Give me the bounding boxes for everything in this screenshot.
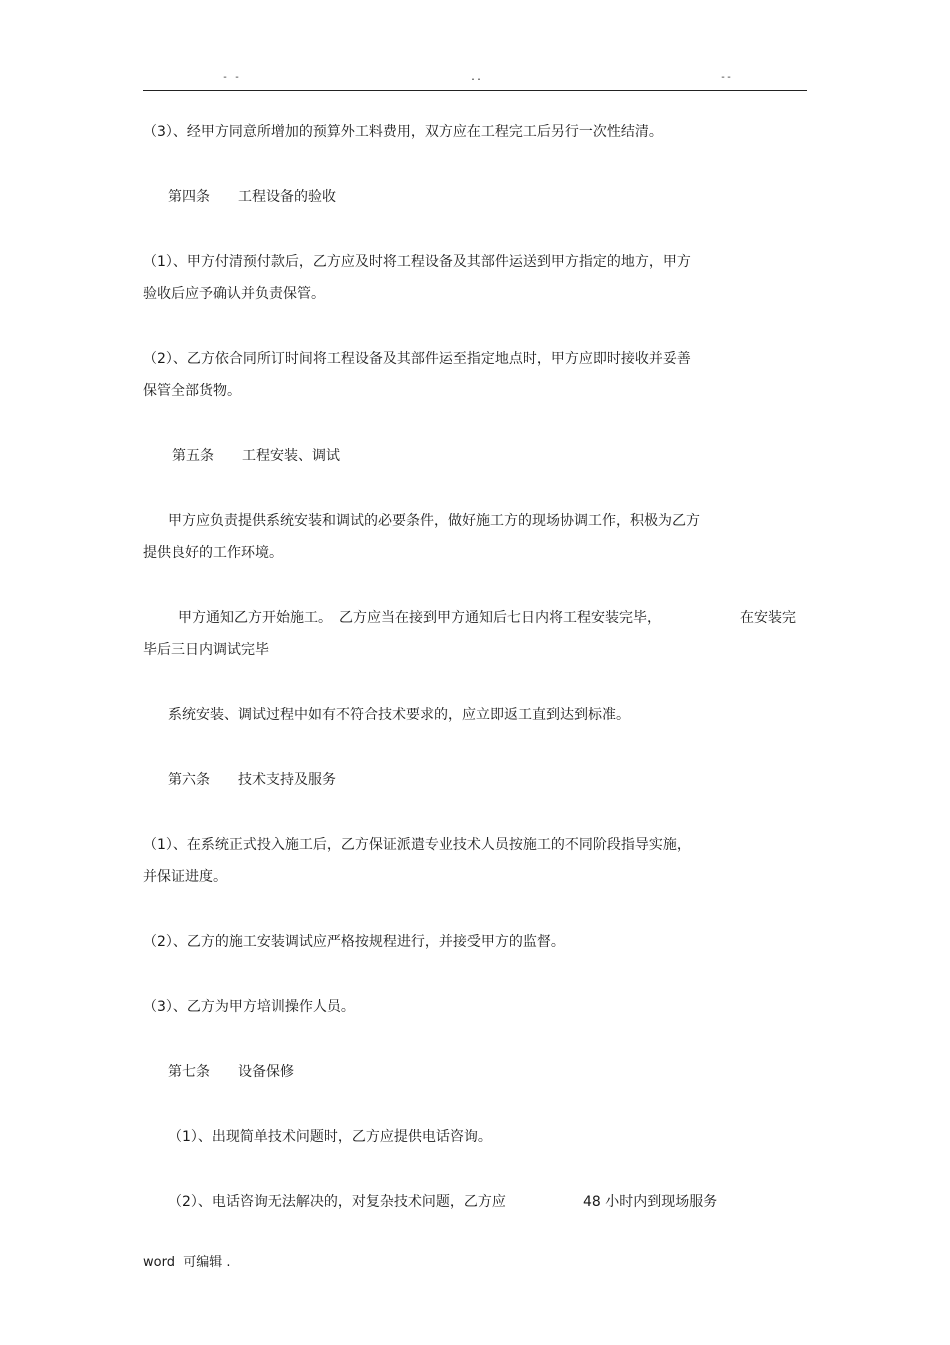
- clause-7-2: （2）、电话咨询无法解决的，对复杂技术问题，乙方应: [168, 1194, 506, 1210]
- clause-7-1: （1）、出现简单技术问题时，乙方应提供电话咨询。: [168, 1129, 492, 1145]
- clause-6-1-line1: （1）、在系统正式投入施工后，乙方保证派遣专业技术人员按施工的不同阶段指导实施，: [143, 837, 691, 853]
- clause-6-2: （2）、乙方的施工安装调试应严格按规程进行，并接受甲方的监督。: [143, 934, 565, 950]
- clause-6-3: （3）、乙方为甲方培训操作人员。: [143, 999, 355, 1015]
- clause-6-1-line2: 并保证进度。: [143, 869, 227, 885]
- article-6-heading: 第六条 技术支持及服务: [168, 772, 336, 788]
- clause-3-3: （3）、经甲方同意所增加的预算外工料费用，双方应在工程完工后另行一次性结清。: [143, 124, 663, 140]
- article-7-heading: 第七条 设备保修: [168, 1064, 294, 1080]
- para-5-1-line1: 甲方应负责提供系统安装和调试的必要条件，做好施工方的现场协调工作，积极为乙方: [168, 513, 700, 529]
- clause-4-2-line1: （2）、乙方依合同所订时间将工程设备及其部件运至指定地点时，甲方应即时接收并妥善: [143, 351, 691, 367]
- header-rule: [143, 90, 807, 91]
- clause-4-1-line2: 验收后应予确认并负责保管。: [143, 286, 325, 302]
- para-5-2-line2: 毕后三日内调试完毕: [143, 642, 269, 658]
- para-5-3: 系统安装、调试过程中如有不符合技术要求的，应立即返工直到达到标准。: [168, 707, 630, 723]
- article-5-heading: 第五条 工程安装、调试: [172, 448, 340, 464]
- para-5-2-line1: 甲方通知乙方开始施工。 乙方应当在接到甲方通知后七日内将工程安装完毕，: [178, 610, 661, 626]
- header-center: ..: [470, 72, 483, 83]
- header-left: - -: [222, 72, 241, 83]
- clause-7-2-tail: 48 小时内到现场服务: [583, 1194, 718, 1210]
- clause-4-2-line2: 保管全部货物。: [143, 383, 241, 399]
- footer-note: word 可编辑 .: [143, 1255, 231, 1270]
- clause-4-1-line1: （1）、甲方付清预付款后，乙方应及时将工程设备及其部件运送到甲方指定的地方，甲方: [143, 254, 691, 270]
- header-right: --: [720, 72, 733, 83]
- para-5-2-line1-tail: 在安装完: [740, 610, 796, 626]
- para-5-1-line2: 提供良好的工作环境。: [143, 545, 283, 561]
- article-4-heading: 第四条 工程设备的验收: [168, 189, 336, 205]
